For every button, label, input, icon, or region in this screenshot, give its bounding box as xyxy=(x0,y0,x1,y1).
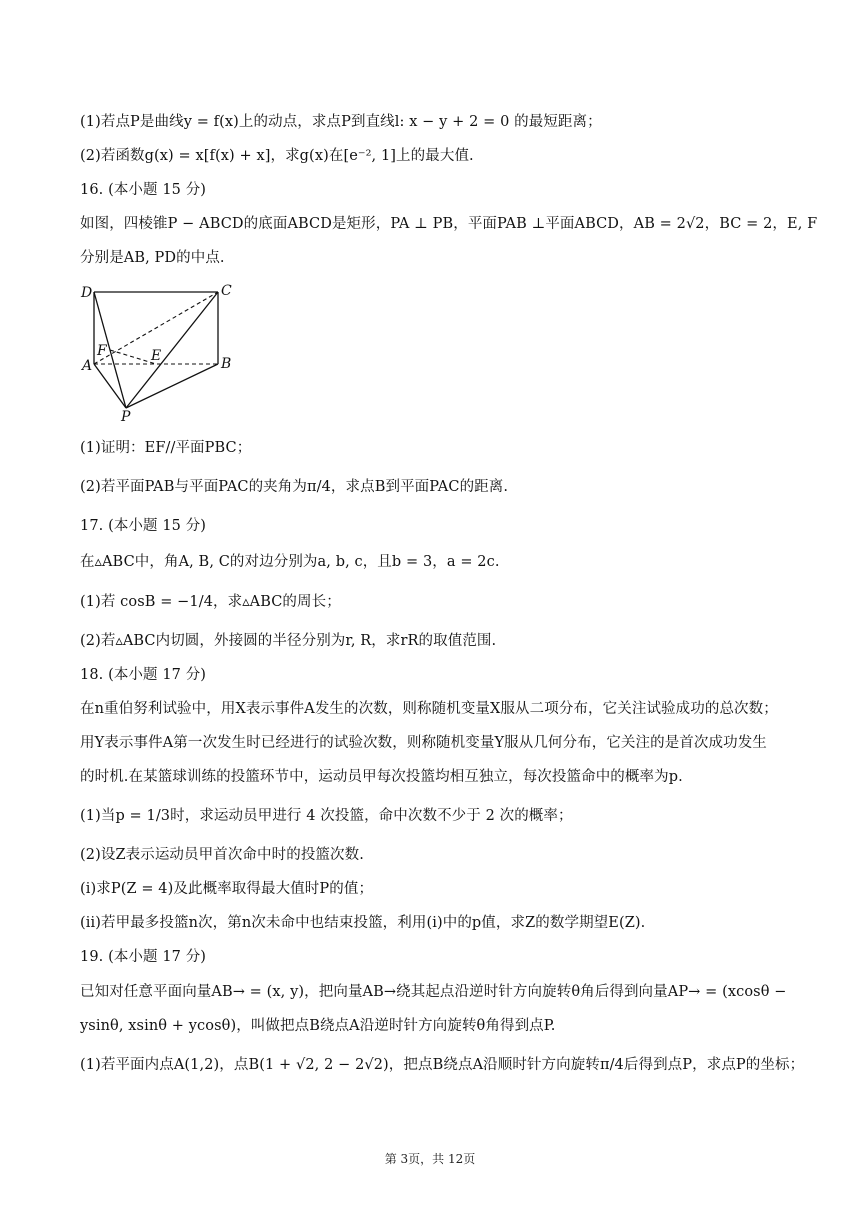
problem-18-header: 18. (本小题 17 分) xyxy=(80,667,207,683)
problem-17-part-2: (2)若▵ABC内切圆，外接圆的半径分别为r, R，求rR的取值范围. xyxy=(80,633,497,649)
problem-18-part-1: (1)当p = 1/3时，求运动员甲进行 4 次投篮，命中次数不少于 2 次的概率； xyxy=(80,808,573,824)
problem-16-part-1: (1)证明：EF//平面PBC； xyxy=(80,440,252,456)
vertex-label-d: D xyxy=(81,285,93,301)
problem-19-stem-2: ysinθ, xsinθ + ycosθ)，叫做把点B绕点A沿逆时针方向旋转θ角得到点P. xyxy=(80,1018,556,1034)
problem-16-header: 16. (本小题 15 分) xyxy=(80,182,207,198)
problem-19-stem-1: 已知对任意平面向量AB→ = (x, y)，把向量AB→绕其起点沿逆时针方向旋转θ角后得到向量AP→ = (xcosθ − xyxy=(80,984,787,1000)
problem-16-stem-2: 分别是AB, PD的中点. xyxy=(80,250,225,266)
problem-18-stem-3: 的时机.在某篮球训练的投篮环节中，运动员甲每次投篮均相互独立，每次投篮命中的概率为p. xyxy=(80,769,683,785)
problem-19-header: 19. (本小题 17 分) xyxy=(80,949,207,965)
problem-16-stem-1: 如图，四棱锥P − ABCD的底面ABCD是矩形，PA ⊥ PB，平面PAB ⊥平面ABCD，AB = 2√2，BC = 2，E, F xyxy=(80,216,818,232)
point-label-e: E xyxy=(151,348,162,364)
page-footer: 第 3页，共 12页 xyxy=(384,1152,476,1166)
problem-17-part-1: (1)若 cosB = −1/4，求▵ABC的周长； xyxy=(80,594,341,610)
point-label-f: F xyxy=(97,343,107,359)
pyramid-diagram xyxy=(80,278,240,423)
problem-18-part-2-i: (i)求P(Z = 4)及此概率取得最大值时P的值； xyxy=(80,881,374,897)
problem-17-header: 17. (本小题 15 分) xyxy=(80,518,207,534)
problem-18-stem-2: 用Y表示事件A第一次发生时已经进行的试验次数，则称随机变量Y服从几何分布，它关注的是首次成功发生 xyxy=(80,735,767,751)
problem-16-part-2: (2)若平面PAB与平面PAC的夹角为π/4，求点B到平面PAC的距离. xyxy=(80,479,509,495)
pyramid-figure xyxy=(80,278,240,423)
vertex-label-p: P xyxy=(121,409,131,423)
problem-15-part-1: (1)若点P是曲线y = f(x)上的动点，求点P到直线l: x − y + 2 = 0 的最短距离； xyxy=(80,114,602,130)
problem-18-part-2: (2)设Z表示运动员甲首次命中时的投篮次数. xyxy=(80,847,364,863)
problem-17-stem: 在▵ABC中，角A, B, C的对边分别为a, b, c，且b = 3，a = 2c. xyxy=(80,554,500,570)
vertex-label-c: C xyxy=(221,283,232,299)
problem-18-stem-1: 在n重伯努利试验中，用X表示事件A发生的次数，则称随机变量X服从二项分布，它关注试验成功的总次数； xyxy=(80,701,778,717)
problem-15-part-2: (2)若函数g(x) = x[f(x) + x]，求g(x)在[e⁻², 1]上的最大值. xyxy=(80,148,474,164)
problem-18-part-2-ii: (ii)若甲最多投篮n次，第n次未命中也结束投篮，利用(i)中的p值，求Z的数学期望E(Z). xyxy=(80,915,646,931)
problem-19-part-1: (1)若平面内点A(1,2)，点B(1 + √2, 2 − 2√2)，把点B绕点A沿顺时针方向旋转π/4后得到点P，求点P的坐标； xyxy=(80,1057,805,1073)
vertex-label-b: B xyxy=(221,356,232,372)
vertex-label-a: A xyxy=(82,358,93,374)
